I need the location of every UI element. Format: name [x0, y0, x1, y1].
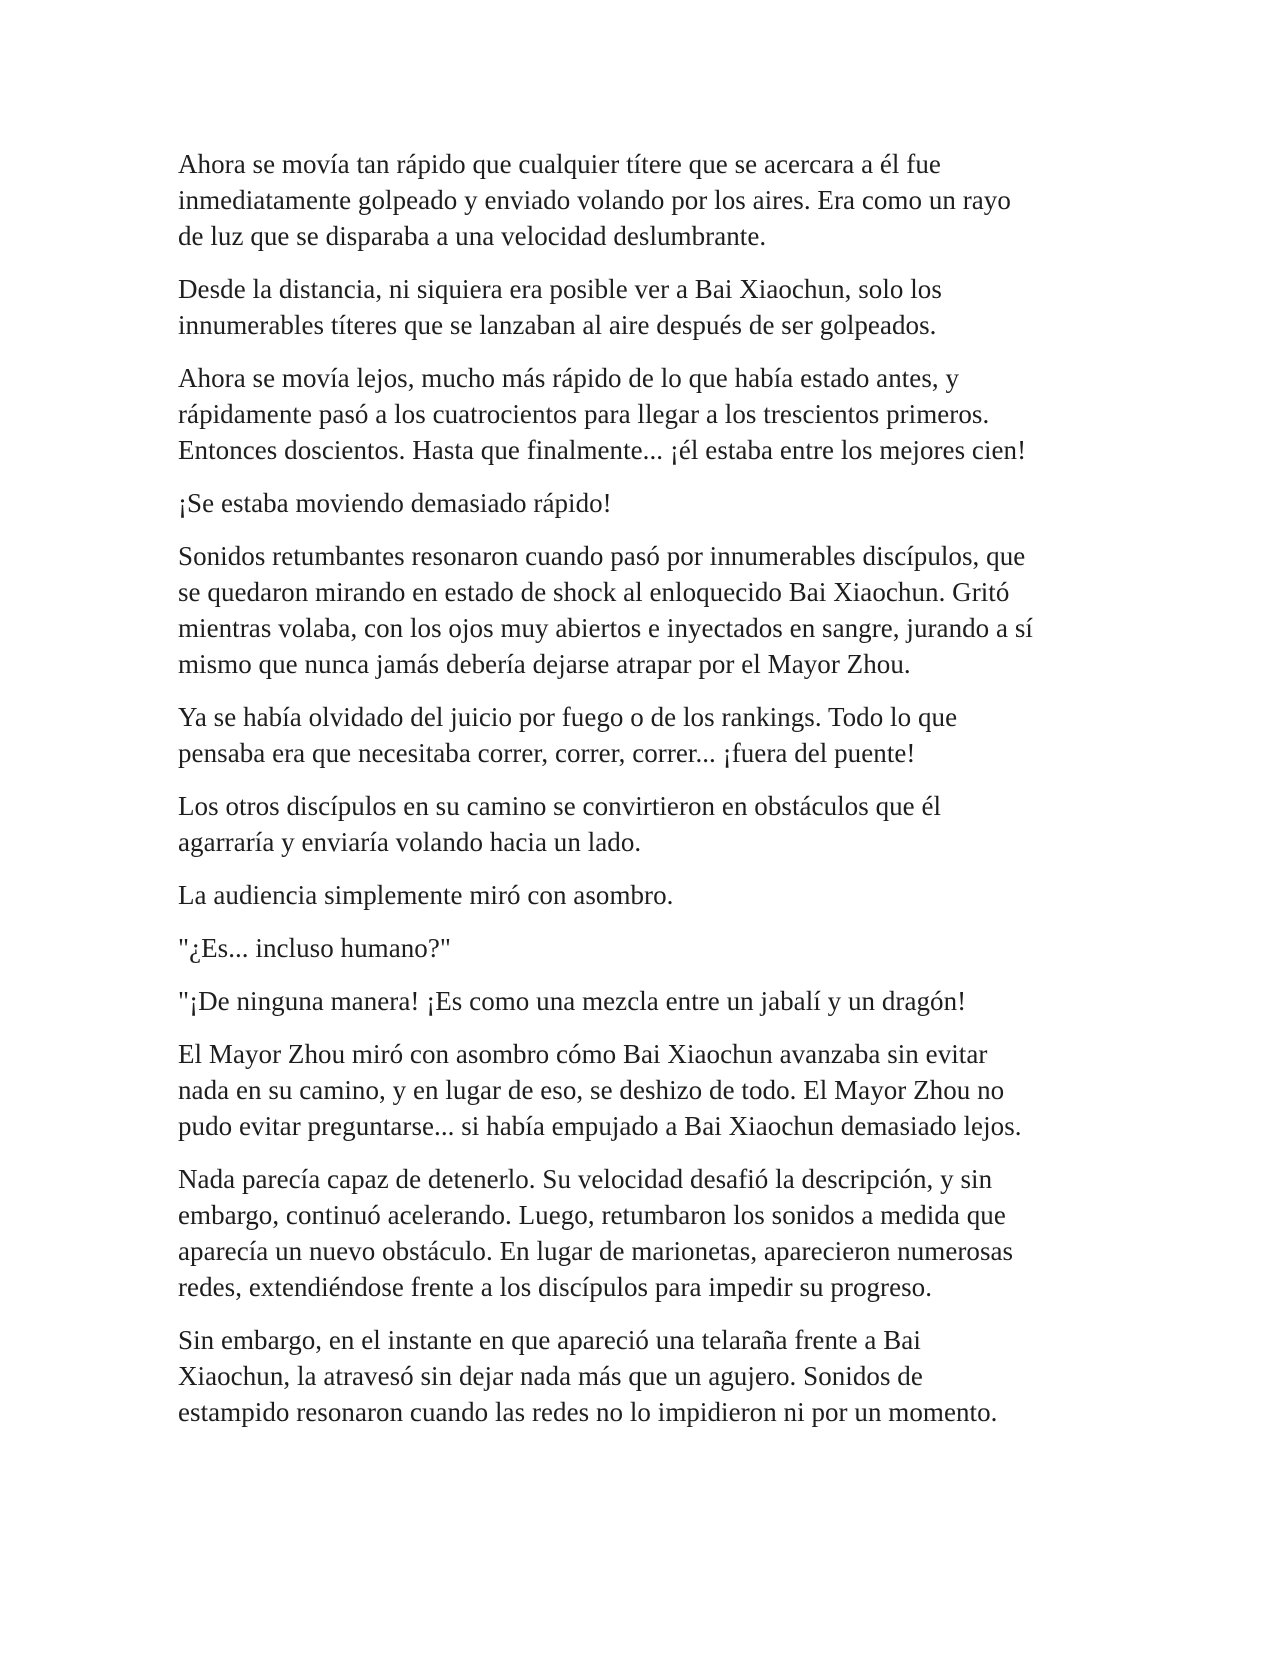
paragraph: Los otros discípulos en su camino se convirtieron en obstáculos que él agarraría y enviaría volando hacia un lado. [178, 791, 942, 857]
document-body [178, 146, 1118, 1447]
paragraph: El Mayor Zhou miró con asombro cómo Bai Xiaochun avanzaba sin evitar nada en su camino, y en lugar de eso, se deshizo de todo. El Mayor Zhou no pudo evitar preguntarse... si había empujado a Bai Xiaochun demasiado lejos. [178, 1039, 1022, 1141]
paragraph: Nada parecía capaz de detenerlo. Su velocidad desafió la descripción, y sin embargo, continuó acelerando. Luego, retumbaron los sonidos a medida que aparecía un nuevo obstáculo. En lugar de marionetas, aparecieron numerosas redes, extendiéndose frente a los discípulos para impedir su progreso. [178, 1164, 1014, 1302]
paragraph: "¿Es... incluso humano?" [178, 933, 451, 963]
paragraph: Sonidos retumbantes resonaron cuando pasó por innumerables discípulos, que se quedaron mirando en estado de shock al enloquecido Bai Xiaochun. Gritó mientras volaba, con los ojos muy abiertos e inyectados en sangre, jurando a sí mismo que nunca jamás debería dejarse atrapar por el Mayor Zhou. [178, 541, 1033, 679]
paragraph: Ahora se movía tan rápido que cualquier títere que se acercara a él fue inmediatamente golpeado y enviado volando por los aires. Era como un rayo de luz que se disparaba a una velocidad deslumbrante. [178, 149, 1011, 251]
paragraph: Sin embargo, en el instante en que apareció una telaraña frente a Bai Xiaochun, la atravesó sin dejar nada más que un agujero. Sonidos de estampido resonaron cuando las redes no lo impidieron ni por un momento. [178, 1325, 998, 1427]
paragraph: Desde la distancia, ni siquiera era posible ver a Bai Xiaochun, solo los innumerables títeres que se lanzaban al aire después de ser golpeados. [178, 274, 942, 340]
paragraph: ¡Se estaba moviendo demasiado rápido! [178, 488, 612, 518]
paragraph: Ya se había olvidado del juicio por fuego o de los rankings. Todo lo que pensaba era que necesitaba correr, correr, correr... ¡fuera del puente! [178, 702, 958, 768]
paragraph: "¡De ninguna manera! ¡Es como una mezcla entre un jabalí y un dragón! [178, 986, 967, 1016]
paragraph: La audiencia simplemente miró con asombro. [178, 880, 674, 910]
paragraph: Ahora se movía lejos, mucho más rápido de lo que había estado antes, y rápidamente pasó a los cuatrocientos para llegar a los trescientos primeros. Entonces doscientos. Hasta que finalmente... ¡él estaba entre los mejores cien! [178, 363, 1027, 465]
